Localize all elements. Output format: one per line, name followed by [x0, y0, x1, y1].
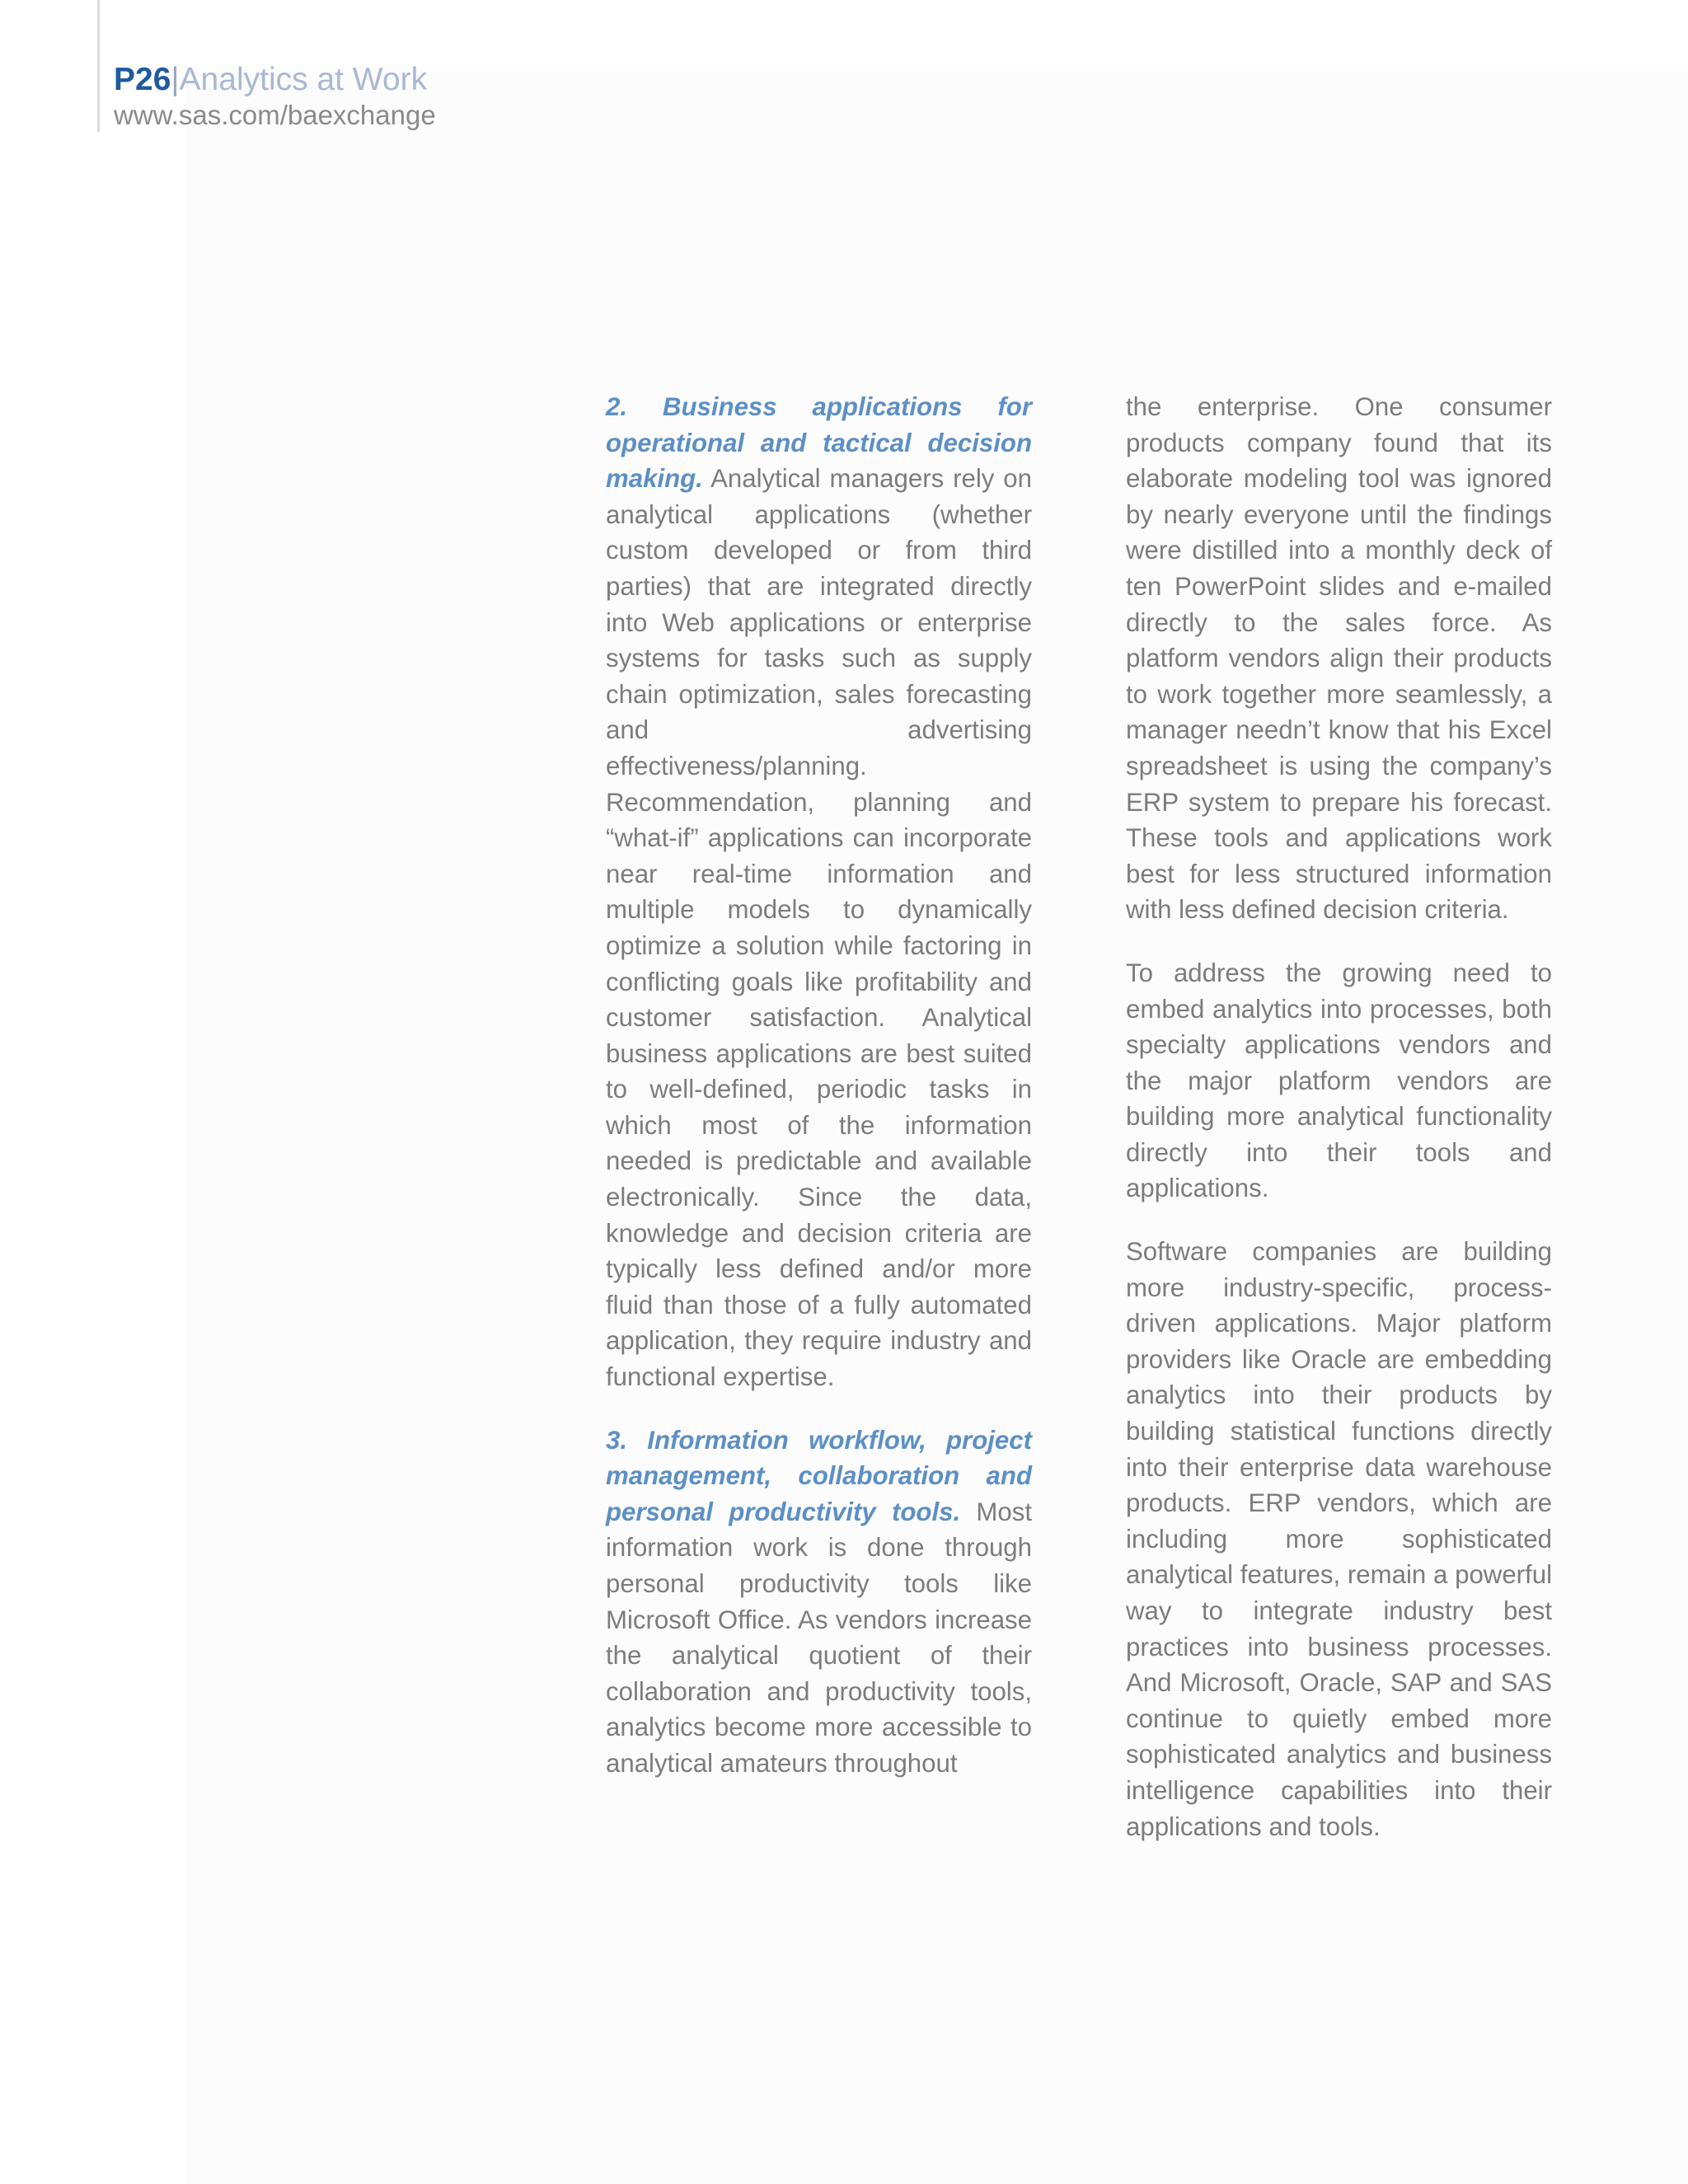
page-header — [114, 61, 436, 132]
header-title-line — [114, 61, 436, 99]
paragraph-lead: 2. Business applications for operational and tactical decision making. — [606, 392, 1032, 494]
publication-title: Analytics at Work — [179, 62, 428, 97]
header-rule — [97, 0, 100, 132]
right-column — [1126, 389, 1552, 1844]
paragraph-embed-analytics: To address the growing need to embed analytics into processes, both specialty applications vendors and the major platform vendors are building more analytical functionality directly into their tools and applications. — [1126, 958, 1552, 1203]
left-column — [606, 389, 1032, 1782]
paragraph-enterprise: the enterprise. One consumer products company found that its elaborate modeling tool was ignored by nearly everyone until the findings were distilled into a monthly deck of ten PowerPoint slides and e-mailed directly to the sales force. As platform vendors align their products to work together more seamlessly, a manager needn’t know that his Excel spreadsheet is using the company’s ERP system to prepare his forecast. These tools and applications work best for less structured information with less defined decision criteria. — [1126, 392, 1552, 925]
header-url: www.sas.com/baexchange — [114, 100, 436, 130]
page-number: P26 — [114, 62, 171, 97]
paragraph-body: Most information work is done through personal productivity tools like Microsoft Office. As vendors increase the analytical quotient of their collaboration and productivity tools, analytics become more accessible to analytical amateurs throughout — [606, 1497, 1032, 1778]
paragraph-business-applications — [606, 389, 1032, 1395]
paragraph-software-companies: Software companies are building more industry-specific, process-driven applications. Major platform providers like Oracle are embedding analytics into their products by building statistical functions directly into their enterprise data warehouse products. ERP vendors, which are including more sophisticated analytical features, remain a powerful way to integrate industry best practices into business processes. And Microsoft, Oracle, SAP and SAS continue to quietly embed more sophisticated analytics and business intelligence capabilities into their applications and tools. — [1126, 1237, 1552, 1841]
paragraph-lead: 3. Information workflow, project management, collaboration and personal productivity tools. — [606, 1425, 1032, 1526]
header-divider: | — [171, 62, 180, 97]
paragraph-body: Analytical managers rely on analytical applications (whether custom developed or from third parties) that are integrated directly into Web applications or enterprise systems for tasks such as supply chain optimization, sales forecasting and advertising effectiveness/planning. Recommendation, planning and “what-if” applications can incorporate near real-time information and multiple models to dynamically optimize a solution while factoring in conflicting goals like profitability and customer satisfaction. Analytical business applications are best suited to well-defined, periodic tasks in which most of the information needed is predictable and available electronically. Since the data, knowledge and decision criteria are typically less defined and/or more fluid than those of a fully automated application, they require industry and functional expertise. — [606, 464, 1032, 1392]
paragraph-information-workflow — [606, 1422, 1032, 1782]
